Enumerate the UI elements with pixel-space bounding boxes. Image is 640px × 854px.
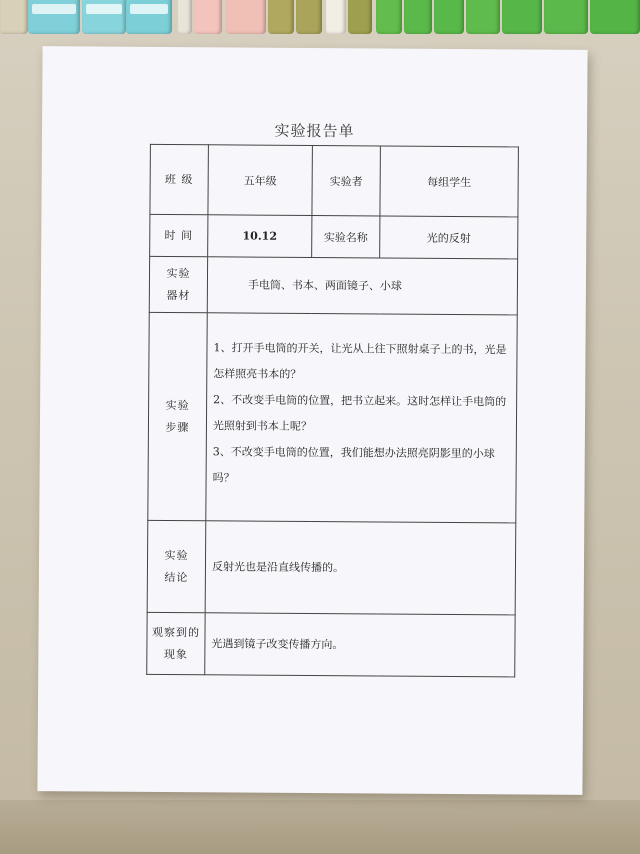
book-spine [590, 0, 640, 34]
steps-label-line1: 实验 [165, 398, 190, 412]
class-value: 五年级 [208, 145, 312, 216]
report-paper [37, 46, 587, 795]
report-table [146, 144, 519, 678]
row-equipment [149, 256, 517, 315]
experiment-name-label: 实验名称 [312, 215, 380, 257]
book-spine [28, 0, 80, 34]
book-spine [544, 0, 588, 34]
book-spine [268, 0, 294, 34]
class-label: 班 级 [150, 144, 208, 214]
book-spine [296, 0, 322, 34]
step-item-2: 2、不改变手电筒的位置，把书立起来。这时怎样让手电筒的光照射到书本上呢？ [212, 393, 507, 433]
row-conclusion [147, 520, 516, 615]
steps-content [206, 313, 517, 523]
equipment-label-line1: 实验 [166, 266, 191, 280]
observation-label-line2: 现象 [163, 647, 188, 661]
experimenter-value: 每组学生 [380, 146, 518, 217]
book-spine [466, 0, 500, 34]
row-steps [148, 312, 517, 523]
equipment-label-line2: 器材 [166, 288, 191, 302]
conclusion-value: 反射光也是沿直线传播的。 [205, 521, 516, 615]
desk-edge [0, 800, 640, 854]
book-spines-row [0, 0, 640, 36]
book-spine [348, 0, 372, 34]
book-spine [434, 0, 464, 34]
conclusion-label [147, 520, 206, 612]
book-spine [126, 0, 172, 34]
book-spine [82, 0, 126, 34]
equipment-value: 手电筒、书本、两面镜子、小球 [207, 257, 517, 315]
book-spine [178, 0, 192, 34]
row-observation [147, 612, 515, 677]
steps-label-line2: 步骤 [165, 420, 190, 434]
time-label: 时 间 [150, 214, 208, 256]
book-spine [376, 0, 402, 34]
observation-label-line1: 观察到的 [151, 625, 201, 639]
equipment-label [149, 256, 207, 312]
observation-value: 光遇到镜子改变传播方向。 [205, 613, 515, 677]
book-spine [326, 0, 346, 34]
row-class [150, 144, 518, 217]
row-time [150, 214, 518, 259]
experiment-name-value: 光的反射 [380, 216, 518, 259]
book-spine [404, 0, 432, 34]
time-value: 10.12 [208, 215, 312, 258]
experimenter-label: 实验者 [312, 145, 380, 215]
book-spine [226, 0, 266, 34]
observation-label [147, 612, 205, 674]
book-spine [0, 0, 28, 34]
book-spine [194, 0, 222, 34]
step-item-3: 3、不改变手电筒的位置，我们能想办法照亮阴影里的小球吗？ [212, 445, 495, 485]
conclusion-label-line2: 结论 [164, 570, 189, 584]
book-spine [502, 0, 542, 34]
step-item-1: 1、打开手电筒的开关，让光从上往下照射桌子上的书，光是怎样照亮书本的？ [213, 341, 507, 381]
report-title: 实验报告单 [274, 121, 355, 141]
conclusion-label-line1: 实验 [164, 548, 189, 562]
steps-label [148, 312, 207, 520]
